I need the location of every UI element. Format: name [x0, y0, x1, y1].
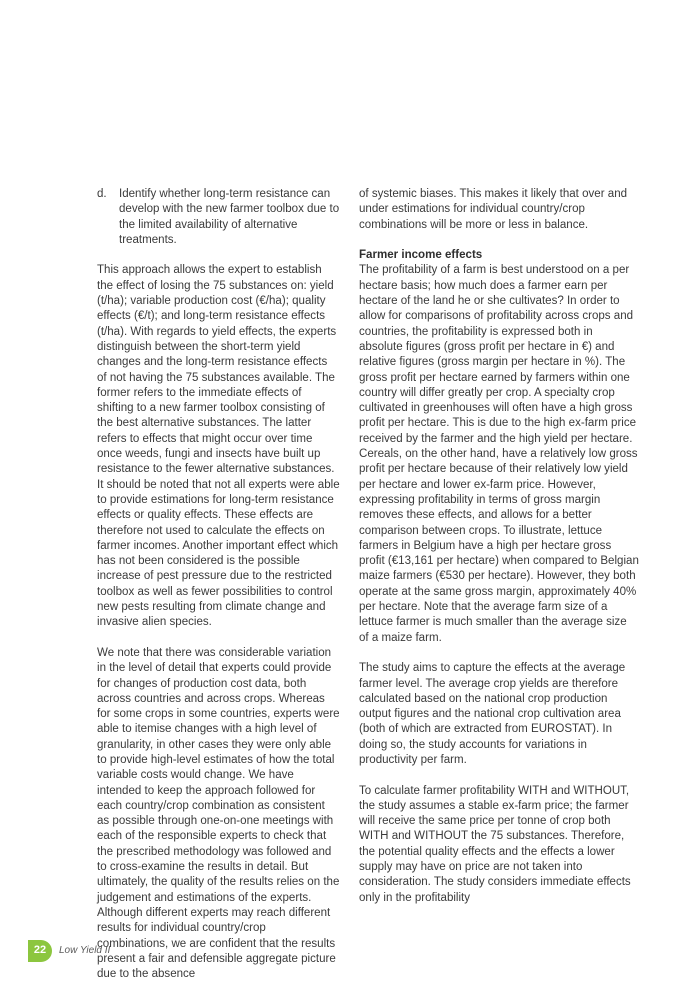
profitability-paragraph: The profitability of a farm is best understood on a per hectare basis; how much does a farmer earn per hectare of the land he or she cultivates? In order to allow for comparisons of profitability across crops and countries, the profitability is expressed both in absolute figures (gross profit per hectare in €) and relative figures (gross margin per hectare in %). The gross profit per hectare earned by farmers within one country will differ greatly per crop. A specialty crop cultivated in greenhouses will often have a high gross profit per hectare. This is due to the high ex-farm price received by the farmer and the high yield per hectare. Cereals, on the other hand, have a relatively low gross profit per hectare because of their relatively low yield per hectare and lower ex-farm price. However, expressing profitability in terms of gross margin removes these effects, and allows for a better comparison between crops. To illustrate, lettuce farmers in Belgium have a high per hectare gross profit (€13,161 per hectare) when compared to Belgian maize farmers (€530 per hectare). However, they both operate at the same gross margin, approximately 40% per hectare. Note that the average farm size of a lettuce farmer is much smaller than the average size of a maize farm. — [359, 264, 639, 644]
list-item-text: Identify whether long-term resistance can develop with the new farmer toolbox due to the limited availability of alternative treatments. — [119, 188, 340, 246]
list-item-d — [97, 187, 340, 248]
section-heading: Farmer income effects — [359, 249, 483, 262]
page-footer — [28, 940, 110, 962]
approach-paragraph: This approach allows the expert to establish the effect of losing the 75 substances on: yield (t/ha); variable production cost (€/ha); quality effects (€/t); and long-term resistance effects (t/ha). With regards to yield effects, the experts distinguish between the short-term yield changes and the long-term resistance effects of not having the 75 substances available. The former refers to the immediate effects of shifting to a new farmer toolbox consisting of the best alternative substances. The latter refers to effects that might occur over time once weeds, fungi and insects have built up resistance to the fewer alternative substances. It should be noted that not all experts were able to provide estimations for long-term resistance effects or quality effects. These effects are therefore not used to calculate the effects on farmer incomes. Another important effect which has not been considered is the possible increase of pest pressure due to the restricted toolbox as well as fewer possibilities to control new pests resulting from climate change and invasive alien species. — [97, 264, 340, 629]
continuation-paragraph: of systemic biases. This makes it likely that over and under estimations for individual country/crop combinations will be more or less in balance. — [359, 188, 628, 231]
left-column — [97, 187, 340, 982]
right-column — [359, 187, 639, 906]
running-title: Low Yield II — [59, 945, 111, 957]
list-marker: d. — [97, 188, 107, 200]
calculation-paragraph: To calculate farmer profitability WITH and WITHOUT, the study assumes a stable ex-farm price; the farmer will receive the same price per tonne of crop both WITH and WITHOUT the 75 substances. Therefore, the potential quality effects and the effects a lower supply may have on price are not taken into consideration. The study considers immediate effects only in the profitability — [359, 784, 631, 904]
average-farmer-paragraph: The study aims to capture the effects at the average farmer level. The average crop yields are therefore calculated based on the national crop production output figures and the national crop cultivation area (both of which are extracted from EUROSTAT). In doing so, the study accounts for variations in productivity per farm. — [359, 662, 626, 766]
variation-paragraph: We note that there was considerable variation in the level of detail that experts could provide for changes of production cost data, both across countries and across crops. Whereas for some crops in some countries, experts were able to itemise changes with a high level of granularity, in other cases they were only able to provide high-level estimates of how the total variable costs would change. We have intended to keep the approach followed for each country/crop combination as consistent as possible through one-on-one meetings with each of the responsible experts to check that the prescribed methodology was followed and to cross-examine the results in detail. But ultimately, the quality of the results relies on the judgement and estimations of the experts. Although different experts may reach different results for individual country/crop combinations, we are confident that the results present a fair and defensible aggregate picture due to the absence — [97, 646, 340, 981]
page-number-badge: 22 — [28, 940, 52, 962]
